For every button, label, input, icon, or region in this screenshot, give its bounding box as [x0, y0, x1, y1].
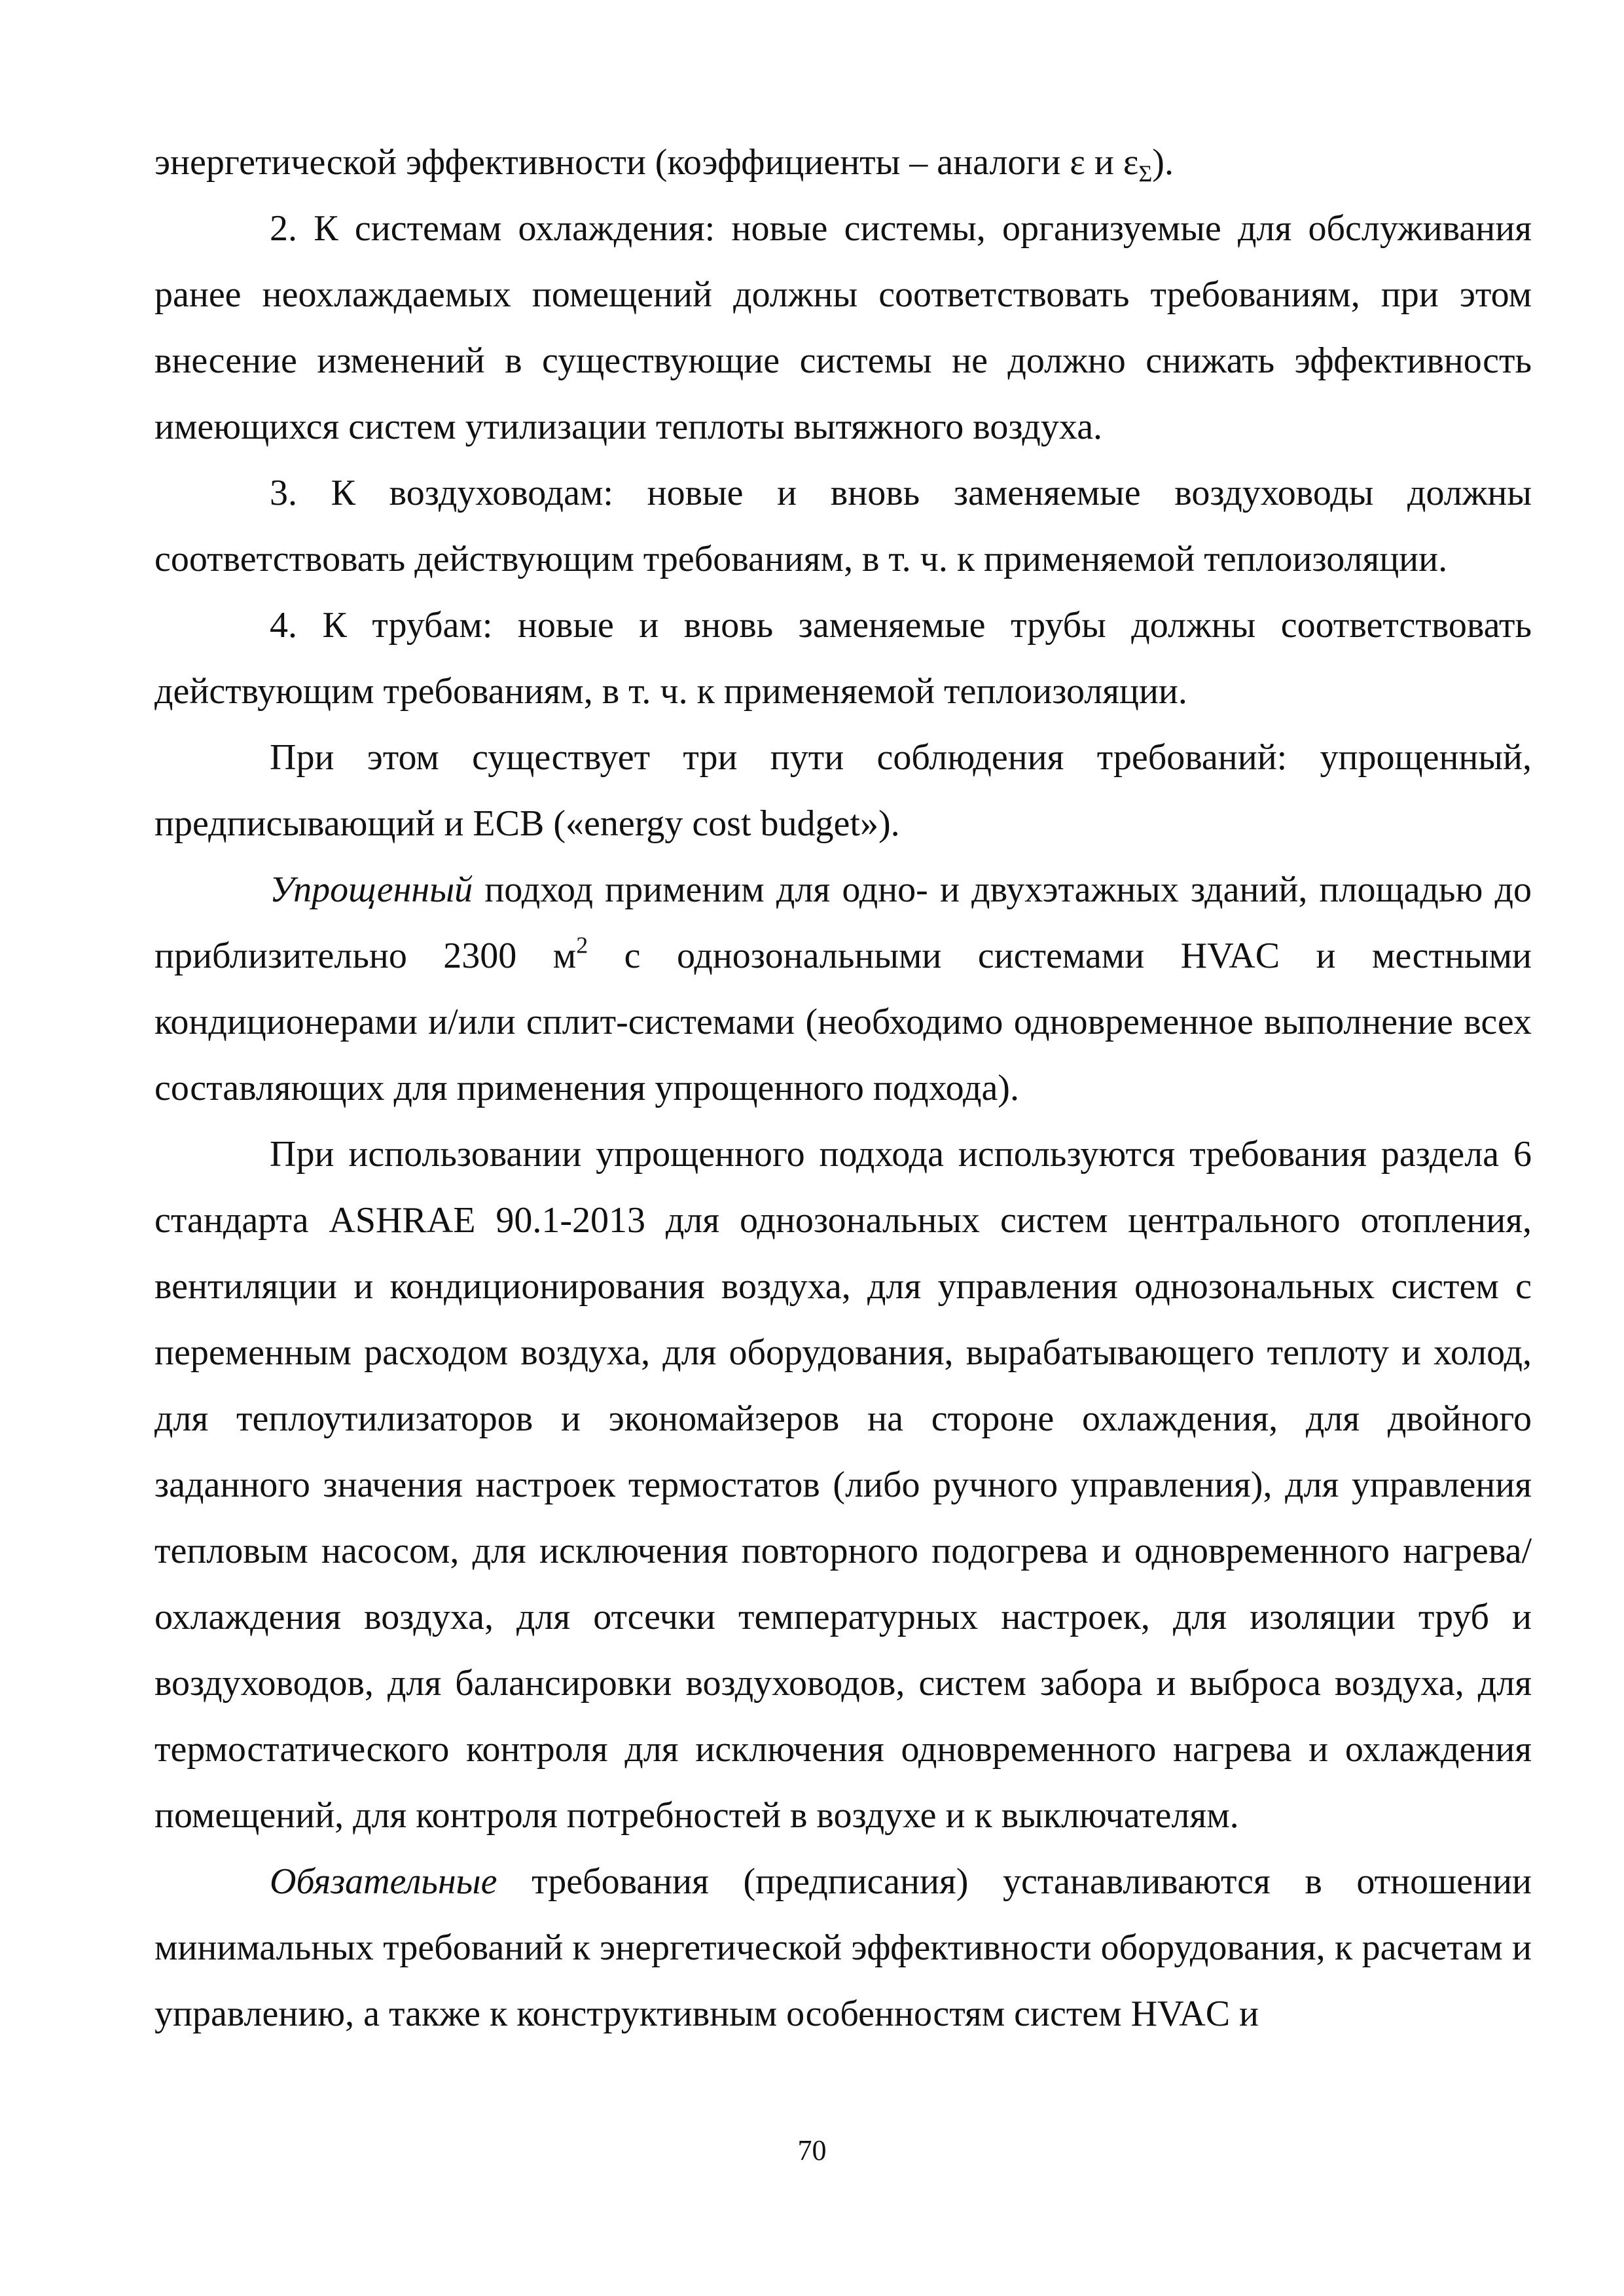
paragraph-text: 2. К системам охлаждения: новые системы, организуемые для обслуживания ранее неохлаждаемых помещений должны соответствовать требованиям, при этом внесение изменений в существующие системы не должно снижать эффективность имеющихся систем утилизации теплоты вытяжного воздуха.: [154, 208, 1532, 447]
paragraph-text: При этом существует три пути соблюдения требований: упрощенный, предписывающий и ECB («energy cost budget»).: [154, 737, 1532, 844]
paragraph-cooling-systems: [154, 196, 1532, 460]
paragraph-ashrae-requirements: [154, 1121, 1532, 1849]
paragraph-text: 3. К воздуховодам: новые и вновь заменяемые воздуховоды должны соответствовать действующим требованиям, в т. ч. к применяемой теплоизоляции.: [154, 473, 1532, 579]
paragraph-end: ).: [1152, 142, 1174, 183]
paragraph-text: энергетической эффективности (коэффициенты – аналоги ε и ε: [154, 142, 1139, 183]
paragraph-air-ducts: [154, 460, 1532, 592]
body-text: [154, 130, 1532, 2047]
paragraph-mandatory-requirements: [154, 1849, 1532, 2047]
paragraph-text: При использовании упрощенного подхода используются требования раздела 6 стандарта ASHRAE 90.1-2013 для однозональных систем центрального отопления, вентиляции и кондиционирования воздуха, для управления однозональных систем с переменным расходом воздуха, для оборудования, вырабатывающего теплоту и холод, для теплоутилизаторов и экономайзеров на стороне охлаждения, для двойного заданного значения настроек термостатов (либо ручного управления), для управления тепловым насосом, для исключения повторного подогрева и одновременного нагрева/охлаждения воздуха, для отсечки температурных настроек, для изоляции труб и воздуховодов, для балансировки воздуховодов, систем забора и выброса воздуха, для термостатического контроля для исключения одновременного нагрева и охлаждения помещений, для контроля потребностей в воздухе и к выключателям.: [154, 1134, 1532, 1836]
page-number: 70: [797, 2134, 827, 2166]
paragraph-pipes: [154, 592, 1532, 725]
paragraph-continuation: [154, 130, 1532, 196]
paragraph-compliance-paths: [154, 725, 1532, 857]
paragraph-text: 4. К трубам: новые и вновь заменяемые трубы должны соответствовать действующим требованиям, в т. ч. к применяемой теплоизоляции.: [154, 605, 1532, 712]
paragraph-text: подход применим для одно- и двухэтажных зданий, площадью до приблизительно 2300 м: [154, 869, 1532, 976]
paragraph-end: с однозональными системами HVAC и местными кондиционерами и/или сплит-системами (необходимо одновременное выполнение всех составляющих для применения упрощенного подхода).: [154, 936, 1532, 1108]
area-superscript: 2: [576, 932, 588, 958]
italic-term: Упрощенный: [270, 869, 473, 910]
paragraph-simplified-approach: [154, 857, 1532, 1121]
sigma-subscript: Σ: [1138, 160, 1153, 187]
paragraph-text: требования (предписания) устанавливаются в отношении минимальных требований к энергетической эффективности оборудования, к расчетам и управлению, а также к конструктивным особенностям систем HVAC и: [154, 1861, 1532, 2034]
italic-term: Обязательные: [270, 1861, 497, 1902]
